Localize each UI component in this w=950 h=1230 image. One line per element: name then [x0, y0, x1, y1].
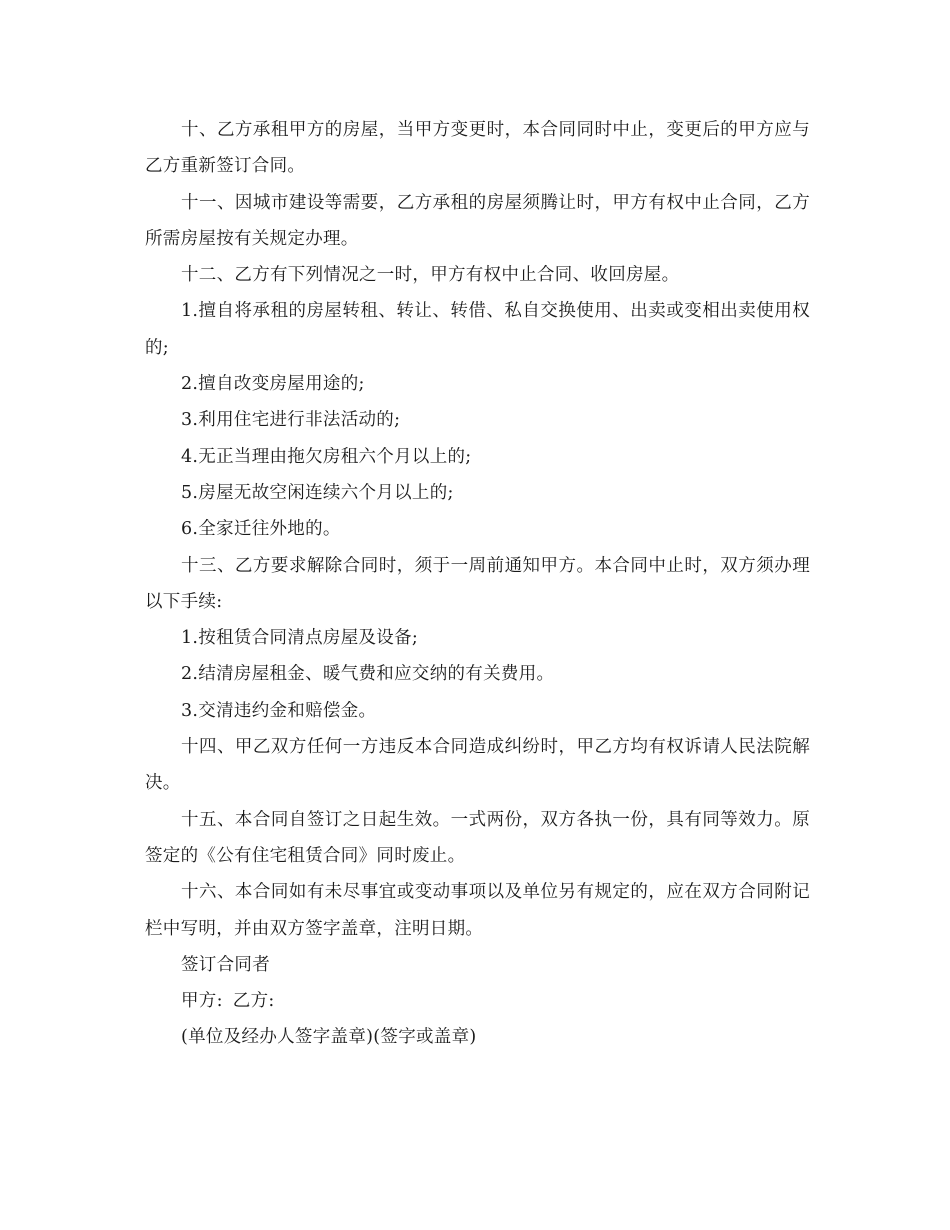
clause-12-item-3: 3.利用住宅进行非法活动的;	[181, 410, 401, 431]
party-a-note: (单位及经办人签字盖章)	[181, 1027, 374, 1048]
signature-parties	[145, 983, 810, 1019]
clause-13-item-2: 2.结清房屋租金、暖气费和应交纳的有关费用。	[181, 664, 555, 685]
clause-12-item-5: 5.房屋无故空闲连续六个月以上的;	[181, 482, 454, 503]
clause-12-item-4: 4.无正当理由拖欠房租六个月以上的;	[181, 446, 472, 467]
clause-13-item-1: 1.按租赁合同清点房屋及设备;	[181, 628, 419, 649]
clause-15: 十五、本合同自签订之日起生效。一式两份，双方各执一份，具有同等效力。原签定的《公有住宅租赁合同》同时废止。	[145, 809, 810, 866]
clause-12: 十二、乙方有下列情况之一时，甲方有权中止合同、收回房屋。	[181, 265, 680, 286]
party-b-label: 乙方:	[232, 991, 275, 1012]
clause-12-item-1: 1.擅自将承租的房屋转租、转让、转借、私自交换使用、出卖或变相出卖使用权的;	[145, 301, 810, 358]
clause-16: 十六、本合同如有未尽事宜或变动事项以及单位另有规定的，应在双方合同附记栏中写明，并由双方签字盖章，注明日期。	[145, 882, 810, 939]
clause-13-item-3: 3.交清违约金和赔偿金。	[181, 700, 377, 721]
party-b-note: (签字或盖章)	[373, 1027, 477, 1048]
clause-10: 十、乙方承租甲方的房屋，当甲方变更时，本合同同时中止，变更后的甲方应与乙方重新签订合同。	[145, 120, 810, 177]
clause-12-item-6: 6.全家迁往外地的。	[181, 519, 341, 540]
clause-14: 十四、甲乙双方任何一方违反本合同造成纠纷时，甲乙方均有权诉请人民法院解决。	[145, 737, 810, 794]
party-a-label: 甲方:	[181, 991, 223, 1012]
contract-body	[145, 112, 810, 1056]
clause-13: 十三、乙方要求解除合同时，须于一周前通知甲方。本合同中止时，双方须办理以下手续:	[145, 555, 810, 612]
clause-11: 十一、因城市建设等需要，乙方承租的房屋须腾让时，甲方有权中止合同，乙方所需房屋按有关规定办理。	[145, 192, 810, 249]
clause-12-item-2: 2.擅自改变房屋用途的;	[181, 374, 365, 395]
signature-heading: 签订合同者	[181, 954, 270, 975]
signature-notes	[145, 1019, 810, 1055]
